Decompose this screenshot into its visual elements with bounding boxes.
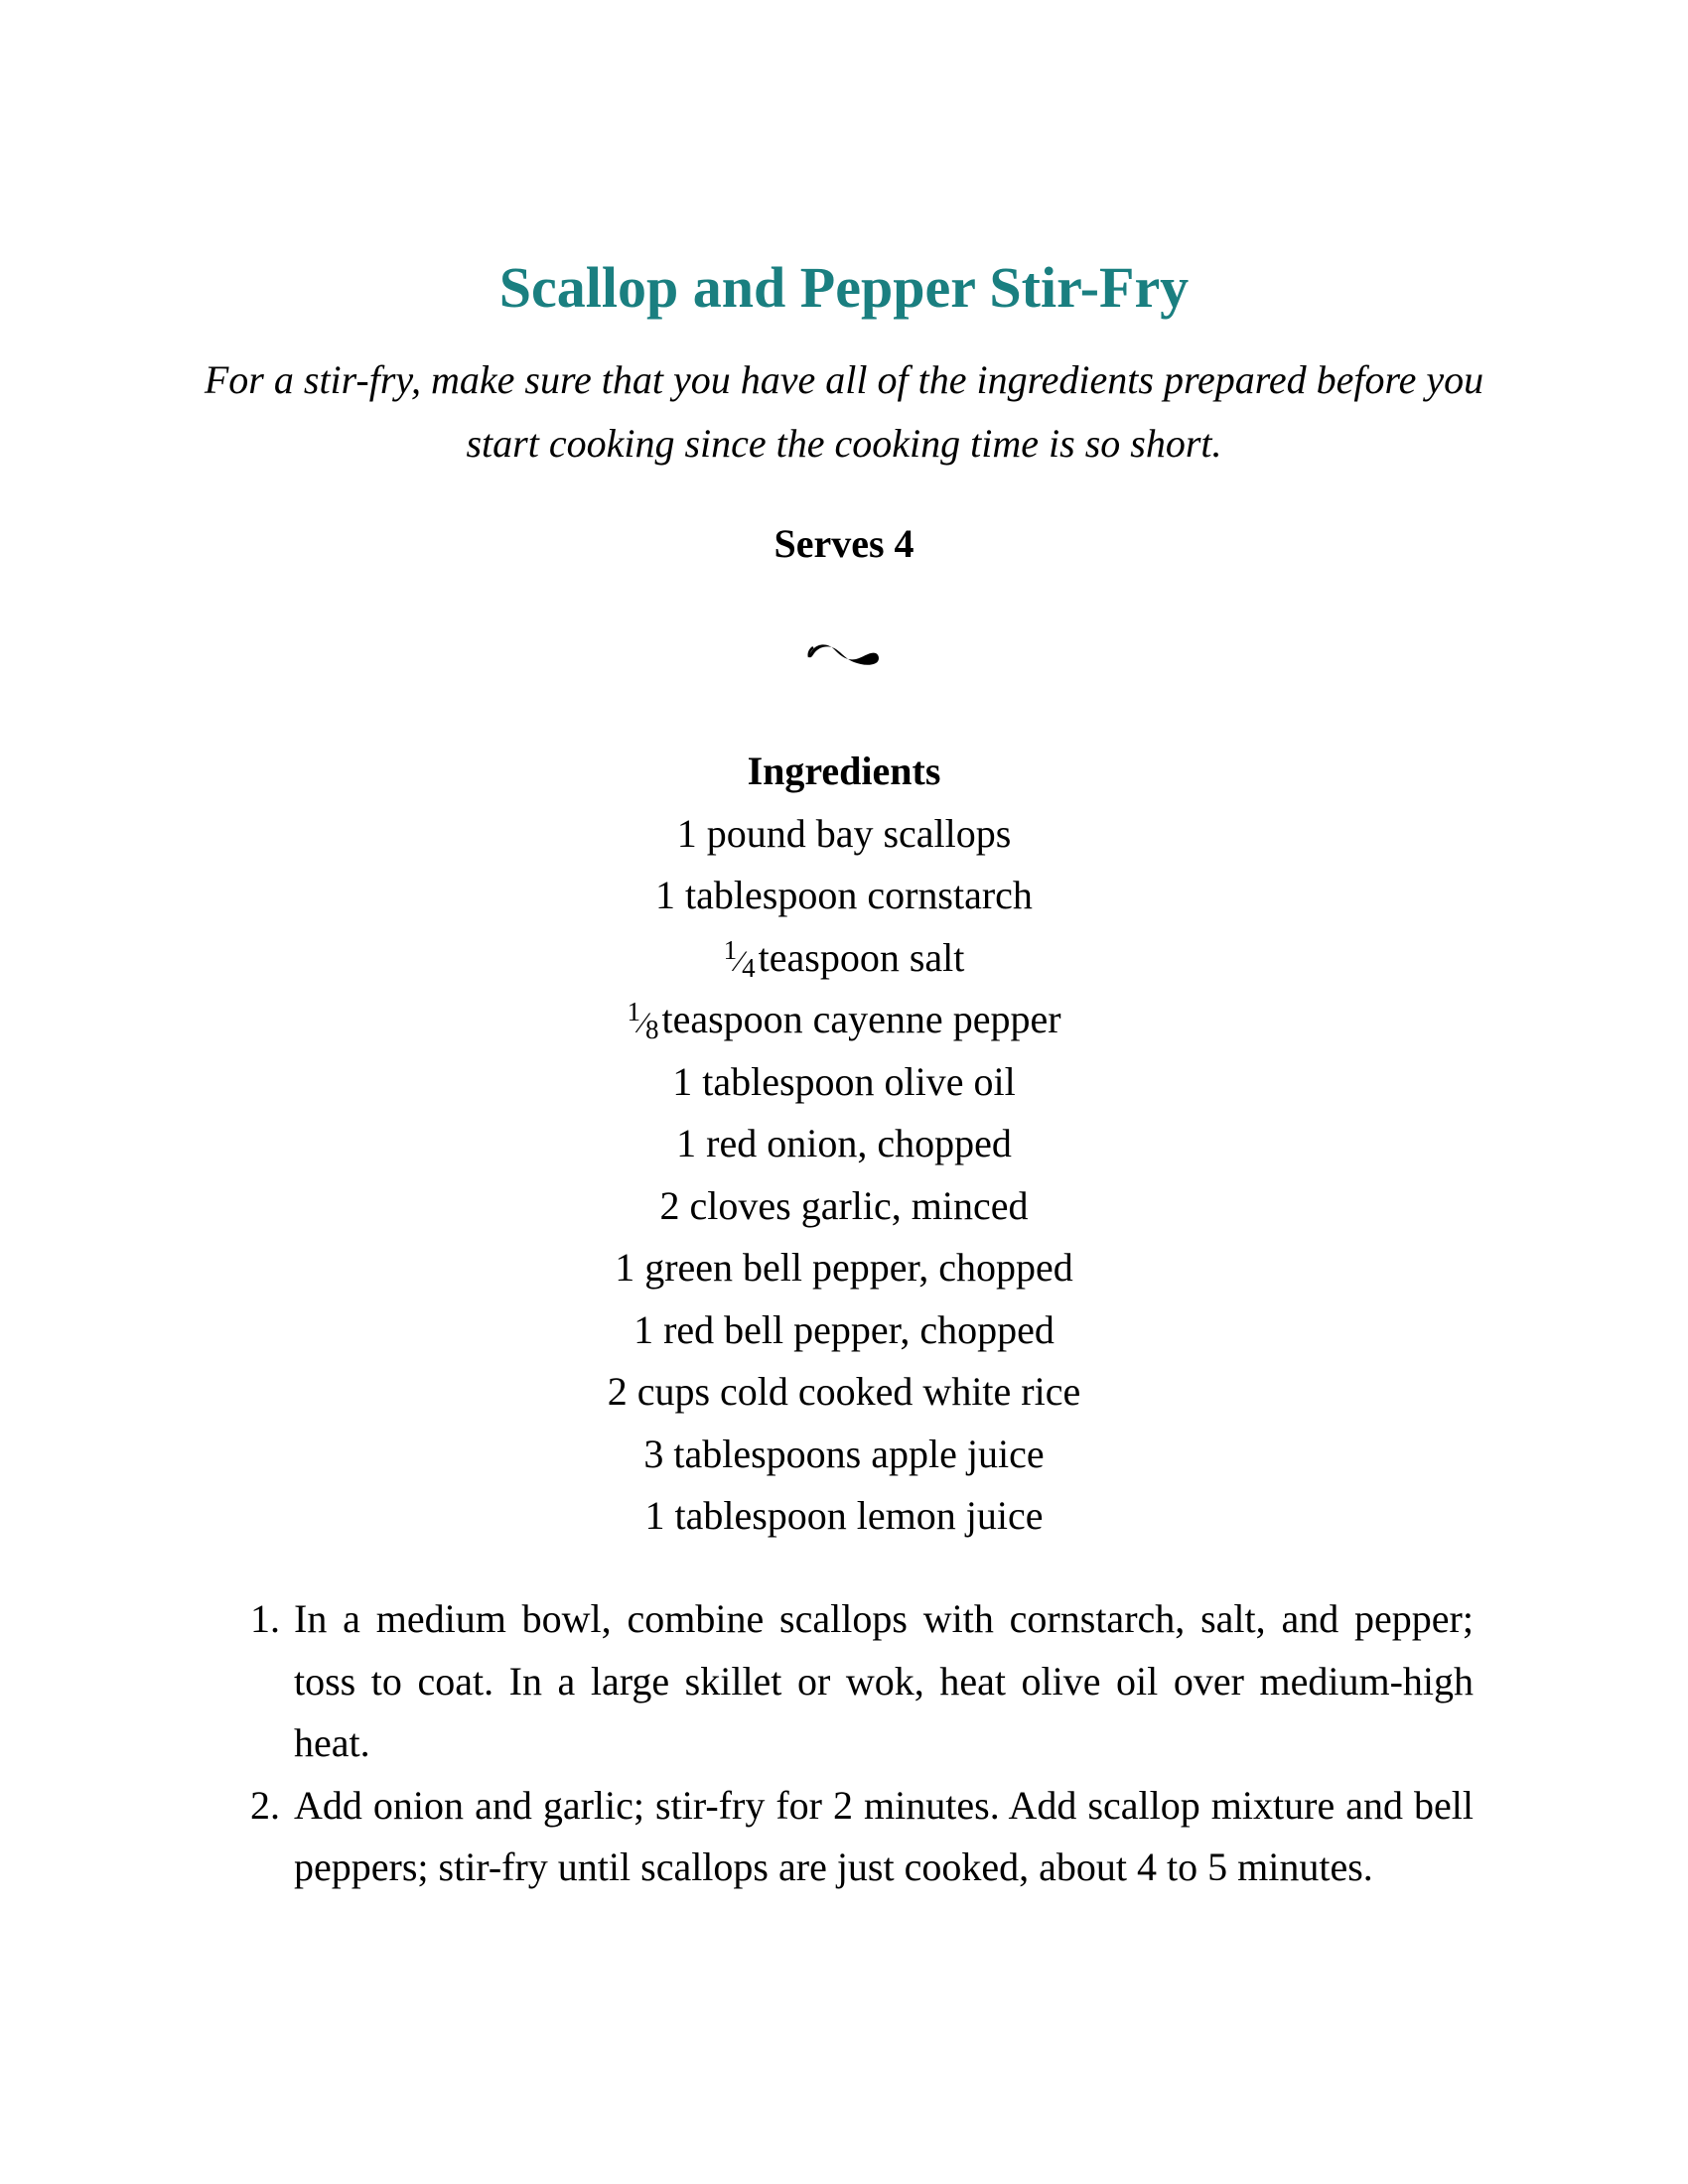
step-text: In a medium bowl, combine scallops with cornstarch, salt, and pepper; toss to coat. In a large skillet or wok, heat olive oil over medium-high heat. bbox=[294, 1596, 1474, 1765]
fraction-numerator: 1 bbox=[627, 997, 640, 1026]
ingredient-fraction: 1⁄4 bbox=[723, 934, 756, 983]
ingredient-text: 2 cloves garlic, minced bbox=[659, 1182, 1029, 1228]
instruction-step bbox=[250, 1588, 1474, 1775]
ingredient-text: 2 cups cold cooked white rice bbox=[607, 1369, 1081, 1414]
ingredient-item bbox=[0, 1424, 1688, 1486]
instruction-step bbox=[250, 1775, 1474, 1899]
ingredient-text: 1 red bell pepper, chopped bbox=[633, 1306, 1055, 1352]
ingredient-item bbox=[0, 1113, 1688, 1175]
serves-count: Serves 4 bbox=[774, 521, 914, 566]
fraction-denominator: 8 bbox=[644, 1015, 659, 1044]
ingredients-section bbox=[0, 741, 1688, 1548]
fraction-denominator: 4 bbox=[742, 952, 756, 983]
ingredient-item bbox=[0, 1485, 1688, 1548]
fraction-numerator: 1 bbox=[723, 934, 738, 965]
ingredient-text: 1 green bell pepper, chopped bbox=[615, 1245, 1073, 1290]
ingredient-list bbox=[0, 803, 1688, 1548]
ingredient-text: 1 tablespoon olive oil bbox=[672, 1058, 1016, 1104]
ingredient-item bbox=[0, 1051, 1688, 1114]
swash-ornament-icon bbox=[806, 635, 882, 669]
ingredient-item bbox=[0, 1299, 1688, 1362]
ingredient-text: 1 red onion, chopped bbox=[676, 1121, 1012, 1165]
ingredient-text: teaspoon salt bbox=[758, 934, 965, 980]
step-number: 1. bbox=[250, 1596, 280, 1641]
ingredient-text: 1 tablespoon lemon juice bbox=[644, 1493, 1044, 1538]
ingredient-fraction: 1⁄8 bbox=[627, 997, 659, 1044]
ingredient-item bbox=[0, 865, 1688, 927]
ingredient-text: 3 tablespoons apple juice bbox=[643, 1431, 1045, 1476]
ingredient-item bbox=[0, 989, 1688, 1051]
step-number: 2. bbox=[250, 1782, 280, 1828]
ingredient-text: teaspoon cayenne pepper bbox=[661, 997, 1061, 1041]
ingredient-text: 1 tablespoon cornstarch bbox=[655, 873, 1033, 917]
instruction-steps bbox=[250, 1588, 1474, 1899]
recipe-title: Scallop and Pepper Stir-Fry bbox=[498, 255, 1190, 320]
ingredient-text: 1 pound bay scallops bbox=[676, 810, 1012, 856]
ingredient-item bbox=[0, 803, 1688, 866]
ingredient-item bbox=[0, 1237, 1688, 1299]
ingredient-item bbox=[0, 927, 1688, 990]
ingredients-heading: Ingredients bbox=[747, 749, 941, 793]
step-text: Add onion and garlic; stir-fry for 2 minutes. Add scallop mixture and bell peppers; stir-fry until scallops are just cooked, about 4 to 5 minutes. bbox=[294, 1782, 1474, 1889]
recipe-intro: For a stir-fry, make sure that you have all of the ingredients prepared before you start cooking since the cooking time is so short. bbox=[204, 357, 1484, 466]
ingredient-item bbox=[0, 1175, 1688, 1238]
ingredient-item bbox=[0, 1361, 1688, 1424]
